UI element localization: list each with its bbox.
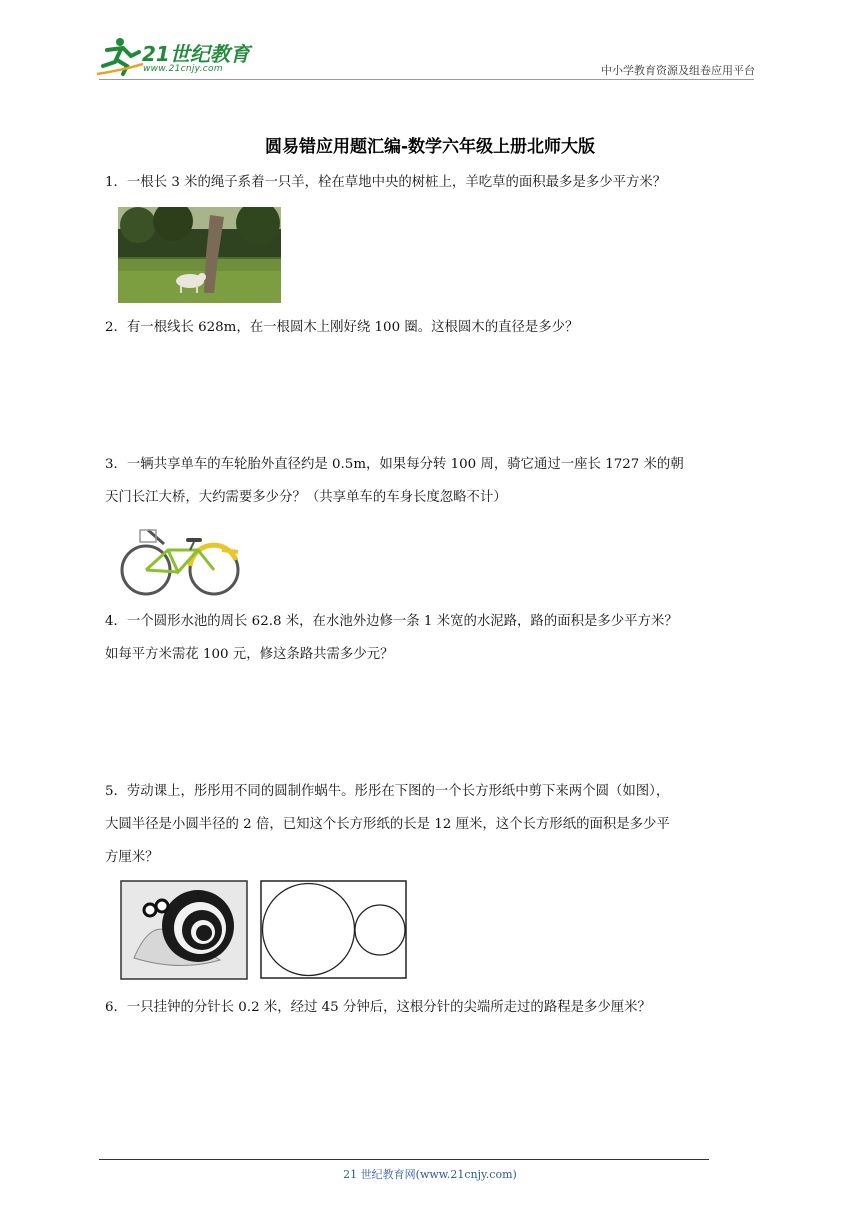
footer-divider	[99, 1159, 709, 1160]
header-divider	[99, 79, 754, 80]
goat-tree-photo	[118, 207, 281, 303]
question-line: 5．劳动课上，彤彤用不同的圆制作蜗牛。彤彤在下图的一个长方形纸中剪下来两个圆（如图），	[105, 784, 670, 799]
question-line: 6．一只挂钟的分针长 0.2 米，经过 45 分钟后，这根分针的尖端所走过的路程是多少厘米？	[105, 1000, 651, 1015]
question-line: 2．有一根线长 628m，在一根圆木上刚好绕 100 圈。这根圆木的直径是多少？	[105, 320, 579, 335]
question-line: 1．一根长 3 米的绳子系着一只羊，栓在草地中央的树桩上，羊吃草的面积最多是多少平方米？	[105, 175, 667, 190]
question-2	[105, 311, 765, 344]
page-title: 圆易错应用题汇编-数学六年级上册北师大版	[264, 137, 596, 157]
header-slogan: 中小学教育资源及组卷应用平台	[601, 64, 755, 77]
logo-text: 21世纪教育	[142, 42, 250, 66]
question-line: 3．一辆共享单车的车轮胎外直径约是 0.5m，如果每分转 100 周，骑它通过一座长 1727 米的朝	[105, 457, 684, 472]
logo-url: www.21cnjy.com	[143, 64, 223, 74]
question-6	[105, 991, 765, 1024]
question-line: 如每平方米需花 100 元，修这条路共需多少元？	[105, 647, 394, 662]
question-line: 方厘米？	[105, 850, 159, 865]
footer-link[interactable]: 21 世纪教育网(www.21cnjy.com)	[343, 1168, 517, 1181]
question-3	[105, 448, 765, 514]
question-4	[105, 605, 765, 671]
shared-bicycle-image	[118, 520, 242, 598]
question-line: 天门长江大桥，大约需要多少分？（共享单车的车身长度忽略不计）	[105, 490, 507, 505]
snail-photo	[120, 880, 248, 980]
question-1	[105, 166, 765, 199]
rectangle-two-circles-diagram	[259, 880, 409, 980]
question-5	[105, 775, 765, 874]
question-line: 4．一个圆形水池的周长 62.8 米，在水池外边修一条 1 米宽的水泥路，路的面积是多少平方米？	[105, 614, 678, 629]
question-line: 大圆半径是小圆半径的 2 倍，已知这个长方形纸的长是 12 厘米，这个长方形纸的面积是多少平	[105, 817, 670, 832]
